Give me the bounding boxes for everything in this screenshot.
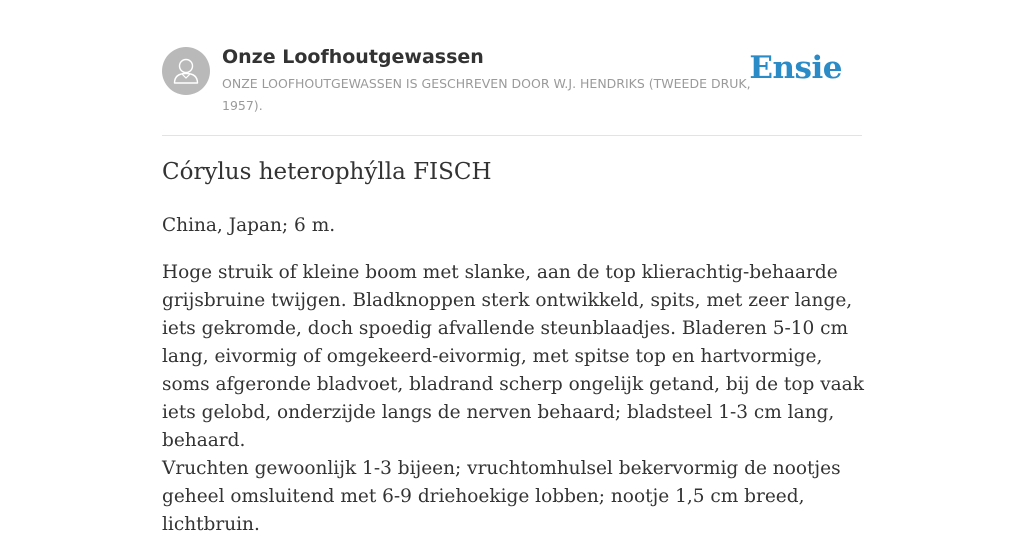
page-content: [162, 0, 864, 535]
article-paragraph-description: Hoge struik of kleine boom met slanke, aan de top klierachtig-behaarde grijsbruine twijgen. Bladknoppen sterk ontwikkeld, spits, met zeer lange, iets gekromde, doch spoedig afvallende steunblaadjes. Bladeren 5-10 cm lang, eivormig of omgekeerd-eivormig, met spitse top en hartvormige, soms afgeronde bladvoet, bladrand scherp ongelijk getand, bij de top vaak iets gelobd, onderzijde langs de nerven behaard; bladsteel 1-3 cm lang, behaard.: [162, 262, 864, 451]
user-silhouette-icon: [162, 47, 210, 95]
ensie-logo[interactable]: Ensie: [749, 50, 842, 86]
publication-description: ONZE LOOFHOUTGEWASSEN IS GESCHREVEN DOOR W.J. HENDRIKS (TWEEDE DRUK, 1957).: [222, 76, 751, 113]
publication-header: [162, 0, 862, 136]
article-paragraph-fruits: Vruchten gewoonlijk 1-3 bijeen; vruchtomhulsel bekervormig de nootjes geheel omsluitend met 6-9 driehoekige lobben; nootje 1,5 cm breed, lichtbruin.: [162, 458, 841, 535]
publication-title[interactable]: Onze Loofhoutgewassen: [222, 46, 484, 68]
article-paragraph-origin: China, Japan; 6 m.: [162, 215, 336, 236]
publication-avatar[interactable]: [162, 47, 210, 95]
article-title: Córylus heterophýlla FISCH: [162, 159, 492, 185]
